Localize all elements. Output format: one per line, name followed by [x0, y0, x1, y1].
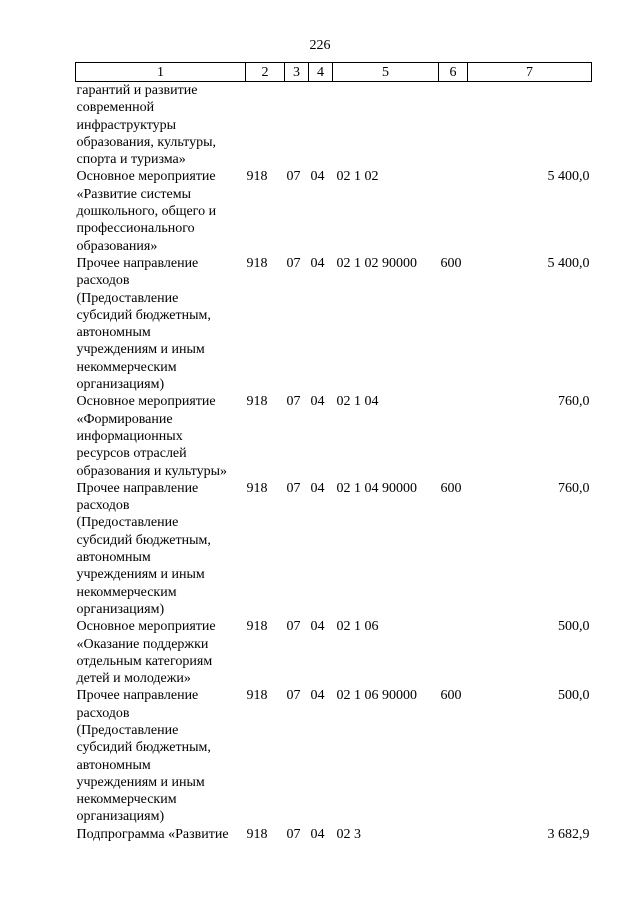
table-body — [76, 82, 592, 844]
table-row — [76, 826, 592, 843]
cell-name: Прочее направление расходов (Предоставление субсидий бюджетным, автономным учреждениям и иным некоммерческим организациям) — [76, 480, 211, 617]
table-row — [76, 480, 592, 618]
cell-expense-type — [439, 618, 468, 687]
cell-admin-code: 918 — [246, 480, 268, 496]
cell-admin-code: 918 — [246, 826, 268, 842]
page-number: 226 — [309, 38, 331, 53]
column-header-5: 5 — [333, 63, 439, 82]
cell-admin-code: 918 — [246, 169, 268, 185]
cell-name: гарантий и развитие современной инфраструктуры образования, культуры, спорта и туризма» — [76, 83, 217, 168]
cell-target-article: 02 3 — [336, 826, 361, 842]
cell-admin-code: 918 — [246, 255, 268, 271]
column-header-3: 3 — [285, 63, 309, 82]
column-header-6: 6 — [439, 63, 468, 82]
cell-admin-code: 918 — [246, 619, 268, 635]
cell-section: 07 — [286, 688, 301, 704]
cell-name: Основное мероприятие «Формирование информационных ресурсов отраслей образования и культуры» — [76, 394, 228, 479]
cell-amount: 500,0 — [558, 688, 590, 704]
cell-admin-code: 918 — [246, 394, 268, 410]
cell-expense-type — [439, 82, 468, 169]
cell-subsection: 04 — [310, 826, 325, 842]
cell-section: 07 — [286, 394, 301, 410]
table-row — [76, 168, 592, 254]
budget-table — [75, 62, 592, 843]
cell-target-article: 02 1 02 — [336, 169, 379, 185]
cell-expense-type: 600 — [440, 255, 462, 271]
cell-section: 07 — [286, 619, 301, 635]
table-row — [76, 393, 592, 479]
table-row — [76, 82, 592, 169]
column-header-1: 1 — [76, 63, 246, 82]
cell-amount — [468, 82, 592, 169]
cell-name: Подпрограмма «Развитие — [76, 826, 229, 842]
cell-admin-code — [246, 82, 285, 169]
cell-target-article — [333, 82, 439, 169]
table-row — [76, 255, 592, 393]
cell-name: Прочее направление расходов (Предоставление субсидий бюджетным, автономным учреждениям и иным некоммерческим организациям) — [76, 255, 211, 393]
column-header-2: 2 — [246, 63, 285, 82]
header-row — [76, 63, 592, 82]
table-row — [76, 687, 592, 825]
cell-amount: 5 400,0 — [547, 255, 590, 271]
cell-target-article: 02 1 04 — [336, 394, 379, 410]
cell-target-article: 02 1 06 90000 — [336, 688, 417, 704]
cell-expense-type — [439, 826, 468, 843]
cell-subsection: 04 — [310, 688, 325, 704]
cell-admin-code: 918 — [246, 688, 268, 704]
cell-amount: 760,0 — [558, 480, 590, 496]
cell-expense-type: 600 — [440, 480, 462, 496]
cell-section: 07 — [286, 480, 301, 496]
cell-target-article: 02 1 02 90000 — [336, 255, 417, 271]
cell-target-article: 02 1 06 — [336, 619, 379, 635]
column-header-4: 4 — [309, 63, 333, 82]
cell-amount: 3 682,9 — [547, 826, 590, 842]
column-header-7: 7 — [468, 63, 592, 82]
cell-section — [285, 82, 309, 169]
cell-name: Основное мероприятие «Развитие системы дошкольного, общего и профессионального образования» — [76, 169, 217, 254]
cell-amount: 5 400,0 — [547, 169, 590, 185]
cell-amount: 500,0 — [558, 619, 590, 635]
cell-subsection: 04 — [310, 480, 325, 496]
cell-expense-type — [439, 168, 468, 254]
cell-amount: 760,0 — [558, 394, 590, 410]
cell-name: Основное мероприятие «Оказание поддержки отдельным категориям детей и молодежи» — [76, 619, 216, 687]
cell-section: 07 — [286, 826, 301, 842]
table-row — [76, 618, 592, 687]
cell-name: Прочее направление расходов (Предоставление субсидий бюджетным, автономным учреждениям и иным некоммерческим организациям) — [76, 688, 211, 825]
table-header — [76, 63, 592, 82]
cell-subsection: 04 — [310, 169, 325, 185]
cell-subsection: 04 — [310, 255, 325, 271]
cell-subsection: 04 — [310, 619, 325, 635]
cell-expense-type — [439, 393, 468, 479]
cell-section: 07 — [286, 169, 301, 185]
cell-target-article: 02 1 04 90000 — [336, 480, 417, 496]
cell-subsection: 04 — [310, 394, 325, 410]
cell-subsection — [309, 82, 333, 169]
cell-section: 07 — [286, 255, 301, 271]
cell-expense-type: 600 — [440, 688, 462, 704]
